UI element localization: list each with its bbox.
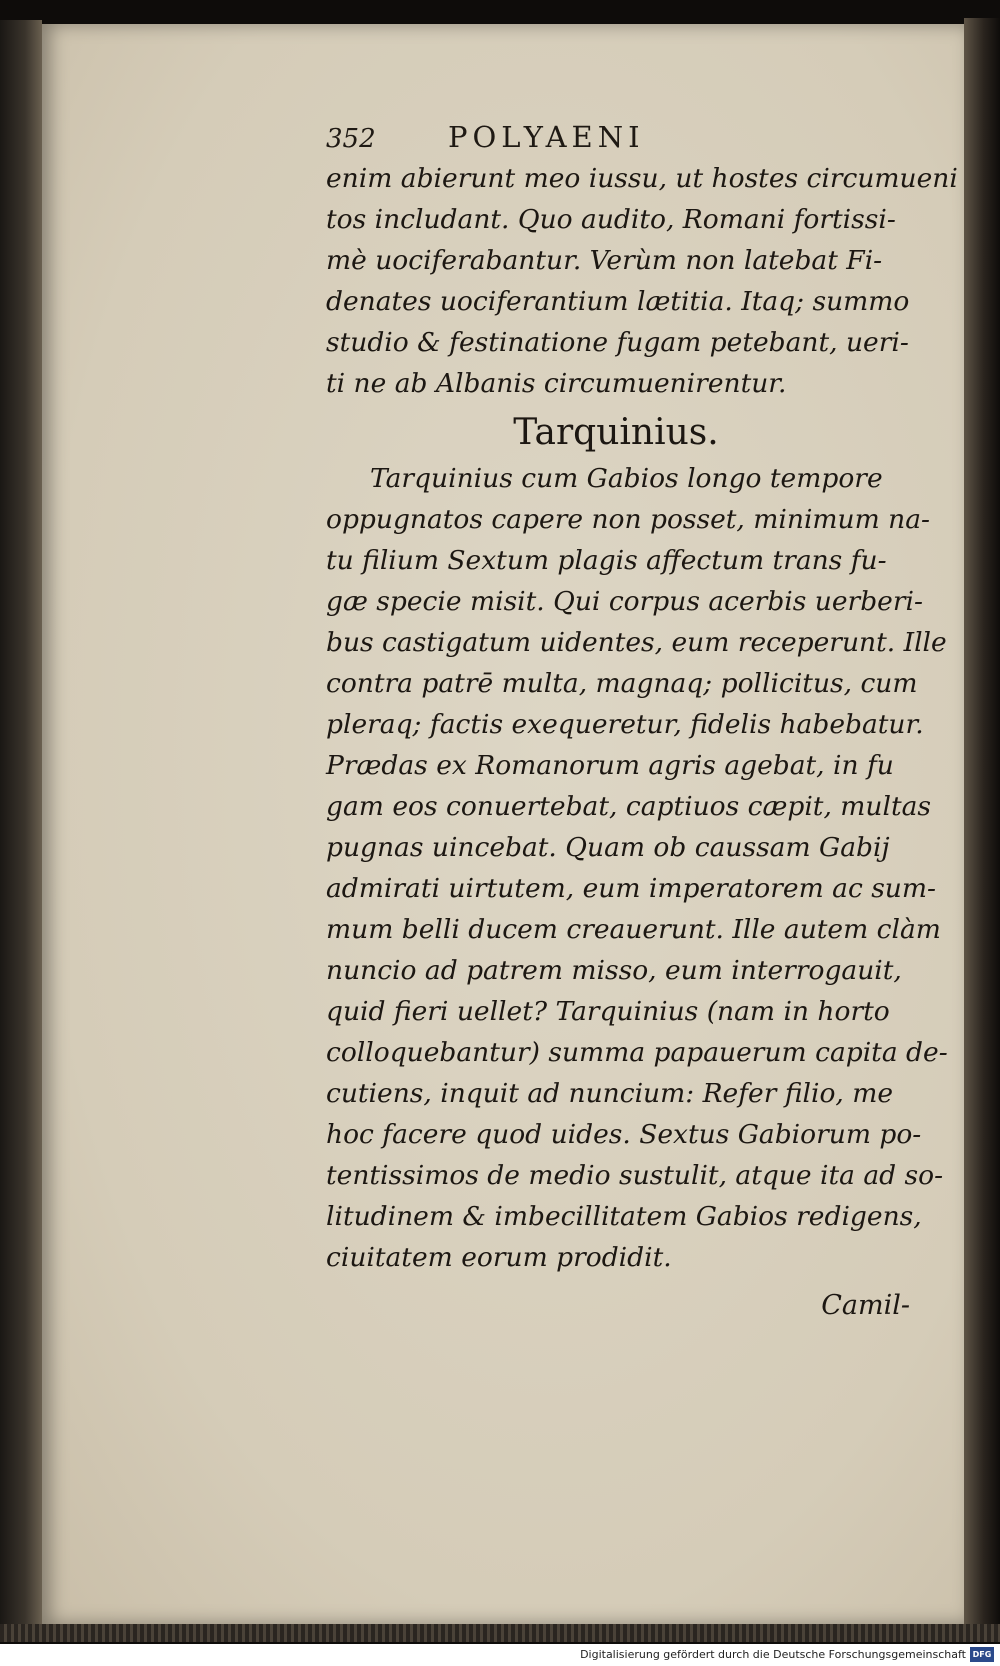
text-line: ciuitatem eorum prodidit. [326, 1242, 672, 1273]
page-number: 352 [326, 124, 376, 154]
text-line: contra patrē multa, magnaq; pollicitus, cum [326, 668, 918, 699]
digitization-footer [0, 1644, 1000, 1666]
text-line: Tarquinius cum Gabios longo tempore [370, 463, 883, 494]
text-line: litudinem & imbecillitatem Gabios redigens, [326, 1201, 922, 1232]
text-line: mè uociferabantur. Verùm non latebat Fi- [326, 245, 883, 276]
footer-credit: Digitalisierung gefördert durch die Deutsche Forschungsgemeinschaft [580, 1648, 966, 1661]
text-line: cutiens, inquit ad nuncium: Refer filio, me [326, 1078, 894, 1109]
text-line: pugnas uincebat. Quam ob caussam Gabij [326, 832, 890, 863]
text-line: quid fieri uellet? Tarquinius (nam in horto [326, 996, 890, 1027]
text-line: studio & festinatione fugam petebant, ueri- [326, 327, 909, 358]
text-line: bus castigatum uidentes, eum receperunt. Ille [326, 627, 947, 658]
text-line: gam eos conuertebat, captiuos cæpit, multas [326, 791, 932, 822]
text-line: oppugnatos capere non posset, minimum na- [326, 504, 930, 535]
dfg-logo: DFG [970, 1647, 994, 1662]
page-edge [964, 18, 1000, 1628]
text-line: nuncio ad patrem misso, eum interrogauit, [326, 955, 902, 986]
section-title: Tarquinius. [513, 412, 719, 453]
text-line: colloquebantur) summa papauerum capita de- [326, 1037, 948, 1068]
text-line: hoc facere quod uides. Sextus Gabiorum po- [326, 1119, 922, 1150]
text-block [326, 158, 958, 1328]
text-line: tentissimos de medio sustulit, atque ita ad so- [326, 1160, 944, 1191]
text-line: tos includant. Quo audito, Romani fortissi- [326, 204, 896, 235]
book-bottom-edge [0, 1624, 1000, 1642]
book-gutter [0, 20, 42, 1624]
catchword: Camil- [821, 1290, 910, 1321]
running-head: POLYAENI [448, 120, 645, 154]
text-line: admirati uirtutem, eum imperatorem ac sum- [326, 873, 936, 904]
page-header [326, 118, 746, 158]
text-line: gæ specie misit. Qui corpus acerbis uerberi- [326, 586, 923, 617]
text-line: ti ne ab Albanis circumuenirentur. [326, 368, 787, 399]
text-line: enim abierunt meo iussu, ut hostes circumueni [326, 163, 958, 194]
text-line: Prædas ex Romanorum agris agebat, in fu [326, 750, 894, 781]
text-line: denates uociferantium lætitia. Itaq; summo [326, 286, 910, 317]
text-line: mum belli ducem creauerunt. Ille autem clàm [326, 914, 941, 945]
text-line: tu filium Sextum plagis affectum trans fu- [326, 545, 887, 576]
text-line: pleraq; factis exequeretur, fidelis habebatur. [326, 709, 924, 740]
